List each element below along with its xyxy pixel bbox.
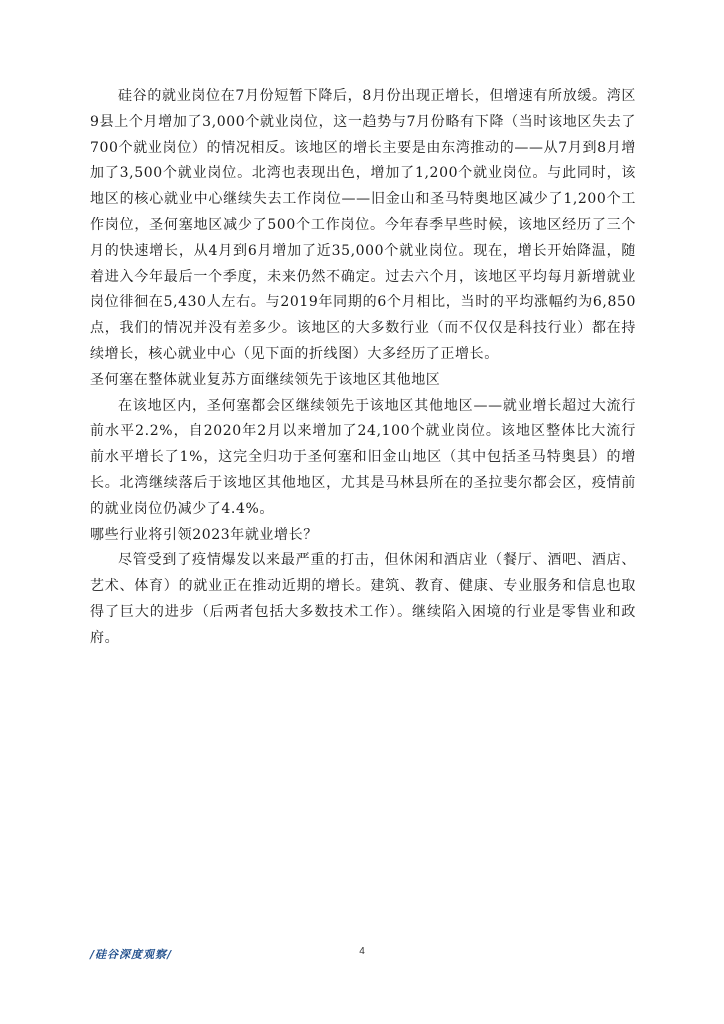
- body-paragraph: 尽管受到了疫情爆发以来最严重的打击，但休闲和酒店业（餐厅、酒吧、酒店、艺术、体育）的就业正在推动近期的增长。建筑、教育、健康、专业服务和信息也取得了巨大的进步（后两者包括大多数技术工作）。继续陷入困境的行业是零售业和政府。: [90, 552, 636, 646]
- body-paragraph: 硅谷的就业岗位在7月份短暂下降后，8月份出现正增长，但增速有所放缓。湾区9县上个月增加了3,000个就业岗位，这一趋势与7月份略有下降（当时该地区失去了700个就业岗位）的情况相反。该地区的增长主要是由东湾推动的——从7月到8月增加了3,500个就业岗位。北湾也表现出色，增加了1,200个就业岗位。与此同时，该地区的核心就业中心继续失去工作岗位——旧金山和圣马特奥地区减少了1,200个工作岗位，圣何塞地区减少了500个工作岗位。今年春季早些时候，该地区经历了三个月的快速增长，从4月到6月增加了近35,000个就业岗位。现在，增长开始降温，随着进入今年最后一个季度，未来仍然不确定。过去六个月，该地区平均每月新增就业岗位徘徊在5,430人左右。与2019年同期的6个月相比，当时的平均涨幅约为6,850点，我们的情况并没有差多少。该地区的大多数行业（而不仅仅是科技行业）都在持续增长，核心就业中心（见下面的折线图）大多经历了正增长。: [90, 88, 636, 362]
- page-number: 4: [359, 946, 365, 957]
- section-heading: 哪些行业将引领2023年就业增长？: [90, 526, 318, 543]
- document-body: [90, 84, 636, 652]
- footer-brand: /硅谷深度观察/: [90, 948, 173, 961]
- section-heading: 圣何塞在整体就业复苏方面继续领先于该地区其他地区: [90, 371, 441, 388]
- body-paragraph: 在该地区内，圣何塞都会区继续领先于该地区其他地区——就业增长超过大流行前水平2.2%，自2020年2月以来增加了24,100个就业岗位。该地区整体比大流行前水平增长了1%，这完全归功于圣何塞和旧金山地区（其中包括圣马特奥县）的增长。北湾继续落后于该地区其他地区，尤其是马林县所在的圣拉斐尔都会区，疫情前的就业岗位仍减少了4.4%。: [90, 397, 636, 517]
